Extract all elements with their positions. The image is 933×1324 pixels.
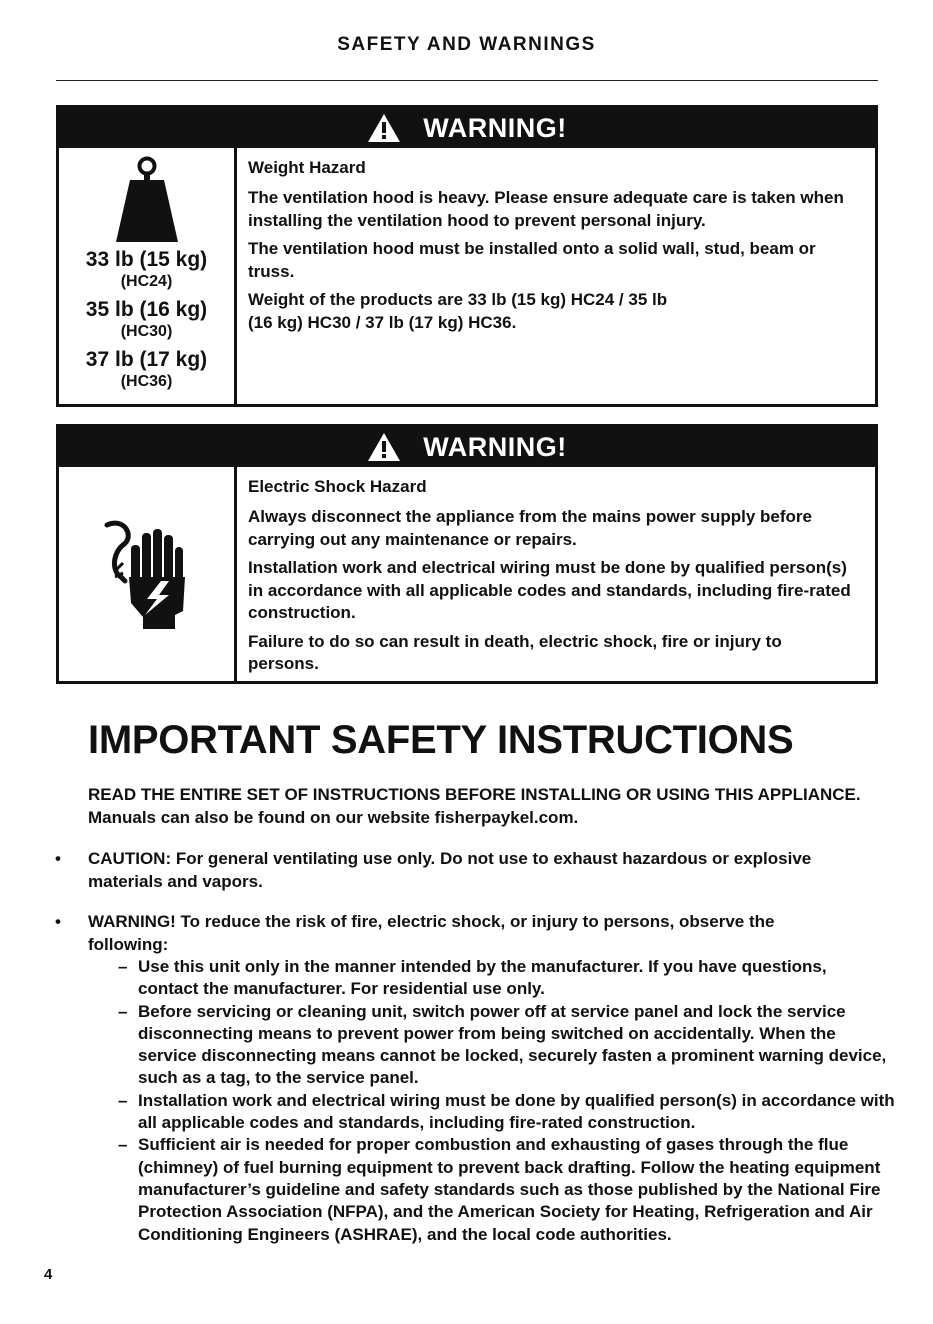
weight-icon: [114, 156, 180, 244]
header-divider: [56, 80, 878, 81]
weight-value: 37 lb (17 kg): [85, 348, 208, 371]
warning-paragraph: Installation work and electrical wiring must be done by qualified person(s) in accordance with all applicable codes and standards, including fire-rated construction.: [248, 558, 851, 622]
weight-icon-column: [59, 148, 237, 404]
electric-warning-text: [237, 467, 875, 681]
dash-marker: –: [118, 1090, 128, 1110]
warning-paragraph: The ventilation hood is heavy. Please ensure adequate care is taken when installing the ventilation hood to prevent personal injury.: [248, 188, 844, 230]
bullet-marker: •: [55, 849, 61, 868]
bullet-marker: •: [55, 912, 61, 931]
page-number: 4: [44, 1266, 53, 1283]
dash-marker: –: [118, 1135, 128, 1155]
warning-paragraph: The ventilation hood must be installed onto a solid wall, stud, beam or truss.: [248, 239, 816, 281]
warning-bullet: [55, 911, 895, 1246]
warning-heading: WARNING!: [423, 112, 567, 143]
list-item-text: Installation work and electrical wiring must be done by qualified person(s) in accordance with all applicable codes and standards, including fire-rated construction.: [138, 1090, 895, 1133]
weight-warning-text: [237, 148, 875, 404]
warning-header: [59, 108, 875, 148]
page-header-title: SAFETY AND WARNINGS: [337, 34, 596, 55]
model-code: (HC24): [120, 273, 173, 290]
weight-value: 33 lb (15 kg): [85, 248, 208, 271]
list-item: [118, 1134, 888, 1245]
warning-text: WARNING! To reduce the risk of fire, electric shock, or injury to persons, observe the following:: [88, 912, 775, 954]
caution-text: CAUTION: For general ventilating use only. Do not use to exhaust hazardous or explosive materials and vapors.: [88, 849, 812, 891]
important-safety-title: IMPORTANT SAFETY INSTRUCTIONS: [88, 718, 794, 762]
warning-header: [59, 427, 875, 467]
list-item: [118, 1001, 888, 1090]
warning-triangle-icon: [367, 113, 401, 143]
weight-warning-box: [56, 105, 878, 407]
list-item: [118, 956, 888, 1001]
model-code: (HC36): [120, 373, 173, 390]
instructions-intro: READ THE ENTIRE SET OF INSTRUCTIONS BEFORE INSTALLING OR USING THIS APPLIANCE. Manuals can also be found on our website fisherpaykel.com.: [88, 785, 861, 827]
dash-marker: –: [118, 957, 128, 976]
warning-triangle-icon: [367, 432, 401, 462]
dash-marker: –: [118, 1001, 128, 1021]
hazard-title: Electric Shock Hazard: [248, 477, 427, 496]
warning-sublist: [118, 956, 895, 1246]
list-item-text: Before servicing or cleaning unit, switch power off at service panel and lock the service disconnecting means to prevent power from being switched on accidentally. When the service disconnecting means cannot be locked, securely fasten a prominent warning device, such as a tag, to the service panel.: [138, 1001, 887, 1088]
caution-bullet: [55, 848, 888, 893]
warning-heading: WARNING!: [423, 431, 567, 462]
list-item: [118, 1090, 918, 1135]
warning-paragraph: Weight of the products are 33 lb (15 kg) HC24 / 35 lb (16 kg) HC30 / 37 lb (17 kg) HC36.: [248, 290, 668, 332]
model-code: (HC30): [120, 323, 173, 340]
hazard-title: Weight Hazard: [248, 158, 366, 177]
weight-value: 35 lb (16 kg): [85, 298, 208, 321]
warning-paragraph: Always disconnect the appliance from the mains power supply before carrying out any maintenance or repairs.: [248, 507, 812, 549]
list-item-text: Sufficient air is needed for proper combustion and exhausting of gases through the flue (chimney) of fuel burning equipment to prevent back drafting. Follow the heating equipment manufacturer’s guideline and safety standards such as those published by the National Fire Protection Association (NFPA), and the American Society for Heating, Refrigeration and Air Conditioning Engineers (ASHRAE), and the local code authorities.: [138, 1135, 881, 1244]
electric-icon-column: [59, 467, 237, 681]
warning-paragraph: Failure to do so can result in death, electric shock, fire or injury to persons.: [248, 631, 782, 673]
electric-shock-hand-icon: [101, 515, 193, 633]
electric-warning-box: [56, 424, 878, 684]
list-item-text: Use this unit only in the manner intended by the manufacturer. If you have questions, contact the manufacturer. For residential use only.: [138, 957, 827, 999]
